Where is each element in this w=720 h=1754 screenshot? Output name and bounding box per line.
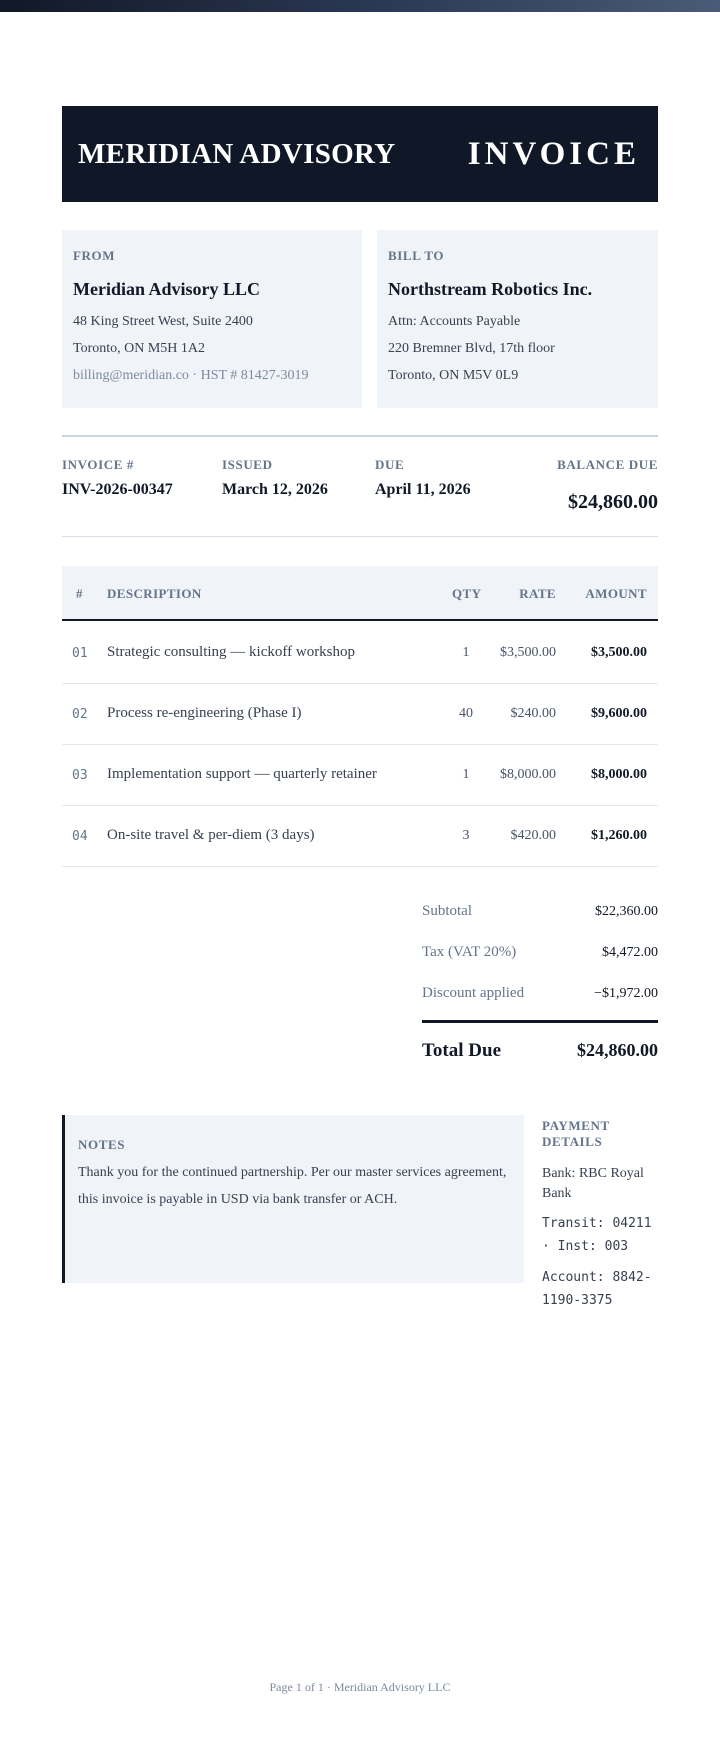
row-rate: $8,000.00	[500, 767, 556, 782]
row-amount: $3,500.00	[591, 645, 647, 660]
company-name: MERIDIAN ADVISORY	[78, 137, 396, 170]
header-qty: QTY	[452, 586, 482, 601]
invoice-number-label: INVOICE #	[62, 457, 134, 472]
from-contact: billing@meridian.co · HST # 81427-3019	[73, 368, 309, 383]
row-description: On-site travel & per-diem (3 days)	[107, 827, 315, 843]
from-address-line-2: Toronto, ON M5H 1A2	[73, 341, 206, 356]
row-amount: $9,600.00	[591, 706, 647, 721]
notes-label: NOTES	[78, 1137, 126, 1152]
subtotal-line	[422, 903, 658, 920]
from-name: Meridian Advisory LLC	[73, 279, 261, 299]
header-amount: AMOUNT	[585, 586, 647, 601]
tax-label: Tax (VAT 20%)	[422, 944, 517, 960]
from-address-line-1: 48 King Street West, Suite 2400	[73, 314, 253, 329]
from-label: FROM	[73, 248, 116, 263]
row-description: Process re-engineering (Phase I)	[107, 705, 302, 721]
subtotal-label: Subtotal	[422, 903, 473, 919]
total-due-value: $24,860.00	[577, 1040, 658, 1060]
bill-to-card	[377, 230, 658, 408]
table-row: 03 Implementation support — quarterly retainer 1 $8,000.00 $8,000.00	[62, 745, 658, 806]
document-type: INVOICE	[467, 135, 640, 172]
table-row: 02 Process re-engineering (Phase I) 40 $240.00 $9,600.00	[62, 684, 658, 745]
header-description: DESCRIPTION	[107, 586, 202, 601]
line-items-header	[62, 566, 658, 621]
meta-top-divider	[62, 435, 658, 437]
due-block	[375, 457, 471, 499]
row-rate: $420.00	[510, 828, 556, 843]
row-rate: $240.00	[510, 706, 556, 721]
row-number: 04	[72, 829, 88, 844]
invoice-header-banner	[62, 106, 658, 202]
table-row: 01 Strategic consulting — kickoff workshop 1 $3,500.00 $3,500.00	[62, 623, 658, 684]
balance-due-block	[557, 457, 658, 514]
table-row: 04 On-site travel & per-diem (3 days) 3 $420.00 $1,260.00	[62, 806, 658, 867]
row-number: 02	[72, 707, 88, 722]
payment-bank: Bank: RBC Royal Bank	[542, 1166, 644, 1201]
bill-to-address-line-2: Toronto, ON M5V 0L9	[388, 368, 519, 383]
header-rate: RATE	[519, 586, 556, 601]
bill-to-label: BILL TO	[388, 248, 445, 263]
tax-value: $4,472.00	[602, 945, 658, 960]
invoice-number-block	[62, 457, 173, 499]
row-rate: $3,500.00	[500, 645, 556, 660]
notes-text: Thank you for the continued partnership. Per our master services agreement, this invoice is payable in USD via bank transfer or ACH.	[78, 1165, 507, 1207]
row-amount: $8,000.00	[591, 767, 647, 782]
invoice-number: INV-2026-00347	[62, 481, 173, 498]
total-due-label: Total Due	[422, 1040, 502, 1061]
total-due-line	[422, 1040, 658, 1062]
row-description: Strategic consulting — kickoff workshop	[107, 644, 356, 660]
tax-line	[422, 944, 658, 961]
meta-bottom-divider	[62, 536, 658, 537]
payment-account: Account: 8842-1190-3375	[542, 1270, 652, 1308]
page-footer: Page 1 of 1 · Meridian Advisory LLC	[269, 1680, 451, 1694]
issued-block	[222, 457, 328, 499]
balance-due-label: BALANCE DUE	[557, 457, 658, 472]
bill-to-name: Northstream Robotics Inc.	[388, 279, 593, 299]
balance-due-amount: $24,860.00	[568, 491, 658, 513]
discount-label: Discount applied	[422, 985, 525, 1001]
row-number: 03	[72, 768, 88, 783]
top-accent-bar	[0, 0, 720, 12]
bill-to-address-line-1: 220 Bremner Blvd, 17th floor	[388, 341, 555, 356]
bill-to-attn: Attn: Accounts Payable	[388, 314, 521, 329]
due-label: DUE	[375, 457, 405, 472]
payment-details-label: PAYMENT DETAILS	[542, 1118, 610, 1149]
notes-box	[62, 1115, 524, 1283]
header-number: #	[76, 586, 83, 601]
row-number: 01	[72, 646, 88, 661]
from-card	[62, 230, 362, 408]
discount-value: −$1,972.00	[594, 986, 658, 1001]
issued-date: March 12, 2026	[222, 481, 328, 498]
due-date: April 11, 2026	[375, 481, 471, 498]
discount-line	[422, 985, 658, 1002]
payment-transit: Transit: 04211 · Inst: 003	[542, 1216, 652, 1254]
row-amount: $1,260.00	[591, 828, 647, 843]
row-description: Implementation support — quarterly retainer	[107, 766, 377, 782]
payment-details	[542, 1118, 666, 1312]
subtotal-value: $22,360.00	[595, 904, 658, 919]
total-divider	[422, 1020, 658, 1023]
issued-label: ISSUED	[222, 457, 273, 472]
